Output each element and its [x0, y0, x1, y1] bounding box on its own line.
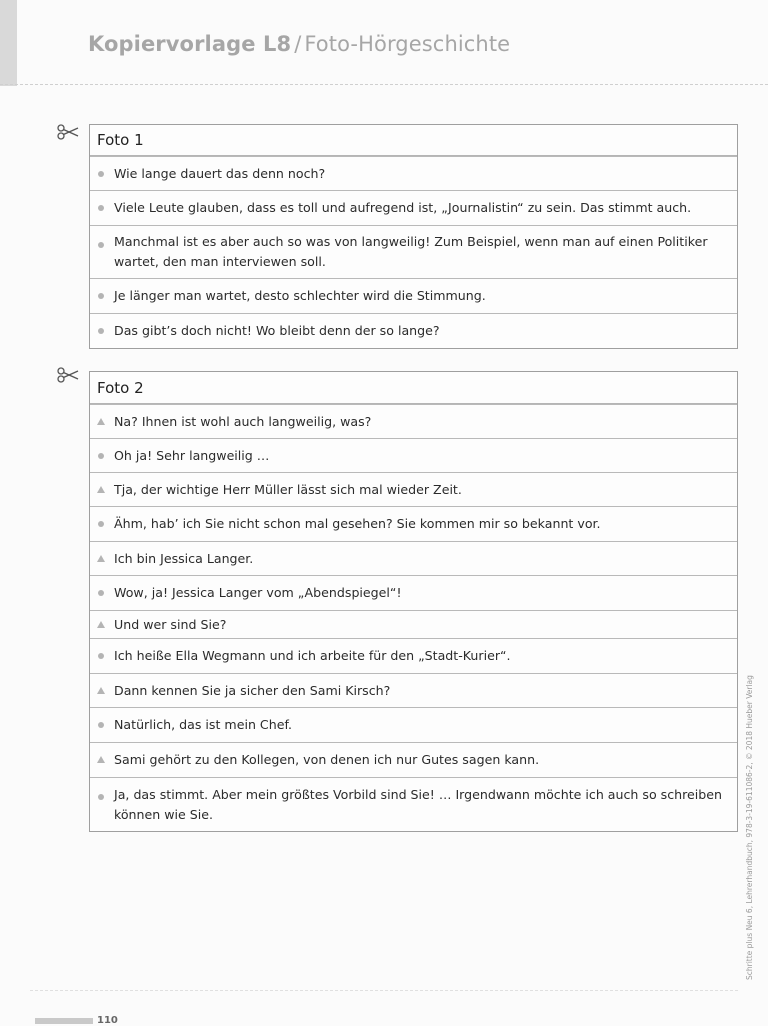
line-item: [90, 742, 737, 777]
line-text: Oh ja! Sehr langweilig …: [114, 447, 270, 463]
line-text: Und wer sind Sie?: [114, 616, 227, 632]
line-text: Na? Ihnen ist wohl auch langweilig, was?: [114, 413, 372, 429]
line-text: Das gibt’s doch nicht! Wo bleibt denn der so lange?: [114, 323, 440, 338]
triangle-marker-icon: [97, 621, 105, 628]
line-text: Manchmal ist es aber auch so was von langweilig! Zum Beispiel, wenn man auf einen Politiker wartet, den man interviewen soll.: [114, 234, 708, 269]
line-text: Sami gehört zu den Kollegen, von denen ich nur Gutes sagen kann.: [114, 752, 540, 767]
line-item: [90, 541, 737, 575]
triangle-marker-icon: [97, 555, 105, 562]
line-text: Wow, ja! Jessica Langer vom „Abendspiegel“!: [114, 585, 402, 600]
triangle-marker-icon: [97, 756, 105, 763]
dot-marker-icon: [98, 653, 104, 659]
page-bar: [35, 1018, 93, 1024]
line-item: [90, 472, 737, 506]
line-text: Ich heiße Ella Wegmann und ich arbeite für den „Stadt-Kurier“.: [114, 648, 511, 663]
dot-marker-icon: [98, 171, 104, 177]
dot-marker-icon: [98, 590, 104, 596]
line-item: [90, 575, 737, 610]
line-text: Ähm, hab’ ich Sie nicht schon mal gesehen? Sie kommen mir so bekannt vor.: [114, 516, 601, 531]
line-item: [90, 190, 737, 225]
title-main: Kopiervorlage L8: [88, 32, 292, 56]
triangle-marker-icon: [97, 687, 105, 694]
card-heading: Foto 2: [90, 372, 737, 404]
line-item: [90, 404, 737, 438]
footer-divider: [30, 990, 738, 991]
scissors-icon: [57, 367, 79, 383]
dot-marker-icon: [98, 794, 104, 800]
line-text: Ja, das stimmt. Aber mein größtes Vorbild sind Sie! … Irgendwann möchte ich auch so schreiben können wie Sie.: [114, 787, 723, 822]
line-text: Wie lange dauert das denn noch?: [114, 165, 326, 181]
line-text: Ich bin Jessica Langer.: [114, 550, 254, 566]
dot-marker-icon: [98, 521, 104, 527]
title-separator: /: [294, 32, 302, 56]
line-item: [90, 313, 737, 348]
line-item: [90, 156, 737, 190]
header-divider: [0, 84, 768, 85]
card-foto-1: [89, 124, 738, 349]
line-item: [90, 610, 737, 638]
dot-marker-icon: [98, 328, 104, 334]
card-foto-2: [89, 371, 738, 832]
line-text: Natürlich, das ist mein Chef.: [114, 717, 292, 732]
line-text: Dann kennen Sie ja sicher den Sami Kirsch?: [114, 682, 391, 698]
page-number: 110: [97, 1015, 118, 1026]
side-tab: [0, 0, 17, 86]
title-subtitle: Foto-Hörgeschichte: [304, 32, 511, 56]
line-text: Je länger man wartet, desto schlechter wird die Stimmung.: [114, 288, 486, 303]
dot-marker-icon: [98, 242, 104, 248]
line-item: [90, 278, 737, 313]
dot-marker-icon: [98, 722, 104, 728]
line-item: [90, 638, 737, 673]
card-heading: Foto 1: [90, 125, 737, 156]
line-item: [90, 707, 737, 742]
page-title: [88, 32, 510, 56]
line-text: Tja, der wichtige Herr Müller lässt sich mal wieder Zeit.: [114, 481, 462, 497]
line-item: [90, 673, 737, 707]
line-text: Viele Leute glauben, dass es toll und aufregend ist, „Journalistin“ zu sein. Das stimmt auch.: [114, 200, 692, 215]
dot-marker-icon: [98, 453, 104, 459]
copyright-note: Schritte plus Neu 6, Lehrerhandbuch, 978-3-19-611086-2, © 2018 Hueber Verlag: [745, 675, 754, 980]
line-item: [90, 225, 737, 278]
line-item: [90, 438, 737, 472]
triangle-marker-icon: [97, 486, 105, 493]
scissors-icon: [57, 124, 79, 140]
triangle-marker-icon: [97, 418, 105, 425]
line-item: [90, 506, 737, 541]
dot-marker-icon: [98, 205, 104, 211]
dot-marker-icon: [98, 293, 104, 299]
line-item: [90, 777, 737, 832]
